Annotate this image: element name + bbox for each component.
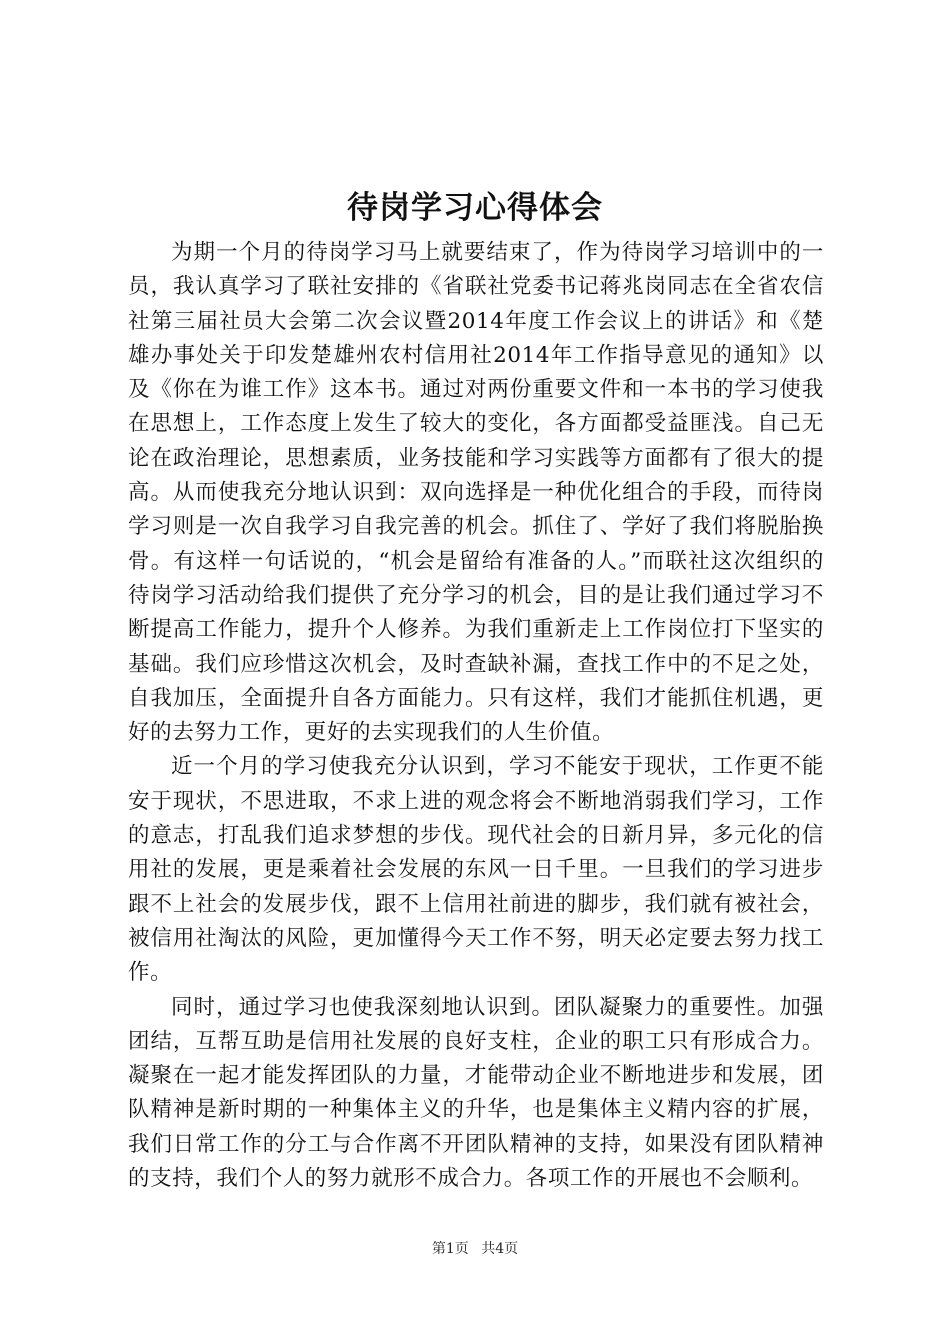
page-footer bbox=[0, 1239, 950, 1259]
paragraph-3: 同时，通过学习也使我深刻地认识到。团队凝聚力的重要性。加强团结，互帮互助是信用社发展的良好支柱，企业的职工只有形成合力。凝聚在一起才能发挥团队的力量，才能带动企业不断地进步和发展，团队精神是新时期的一种集体主义的升华，也是集体主义精内容的扩展，我们日常工作的分工与合作离不开团队精神的支持，如果没有团队精神的支持，我们个人的努力就形不成合力。各项工作的开展也不会顺利。 bbox=[128, 994, 824, 1192]
page-number: 第1页 bbox=[431, 1241, 469, 1257]
document-title: 待岗学习心得体会 bbox=[347, 190, 603, 226]
paragraph-2: 近一个月的学习使我充分认识到，学习不能安于现状，工作更不能安于现状，不思进取，不求上进的观念将会不断地消弱我们学习，工作的意志，打乱我们追求梦想的步伐。现代社会的日新月异，多元化的信用社的发展，更是乘着社会发展的东风一日千里。一旦我们的学习进步跟不上社会的发展步伐，跟不上信用社前进的脚步，我们就有被社会，被信用社淘汰的风险，更加懂得今天工作不努，明天必定要去努力找工作。 bbox=[128, 754, 824, 986]
page-total: 共4页 bbox=[481, 1241, 519, 1257]
document-body bbox=[128, 236, 824, 1196]
paragraph-1: 为期一个月的待岗学习马上就要结束了，作为待岗学习培训中的一员，我认真学习了联社安排的《省联社党委书记蒋兆岗同志在全省农信社第三届社员大会第二次会议暨2014年度工作会议上的讲话》和《楚雄办事处关于印发楚雄州农村信用社2014年工作指导意见的通知》以及《你在为谁工作》这本书。通过对两份重要文件和一本书的学习使我在思想上，工作态度上发生了较大的变化，各方面都受益匪浅。自己无论在政治理论，思想素质，业务技能和学习实践等方面都有了很大的提高。从而使我充分地认识到：双向选择是一种优化组合的手段，而待岗学习则是一次自我学习自我完善的机会。抓住了、学好了我们将脱胎换骨。有这样一句话说的，“机会是留给有准备的人。”而联社这次组织的待岗学习活动给我们提供了充分学习的机会，目的是让我们通过学习不断提高工作能力，提升个人修养。为我们重新走上工作岗位打下坚实的基础。我们应珍惜这次机会，及时查缺补漏，查找工作中的不足之处，自我加压，全面提升自各方面能力。只有这样，我们才能抓住机遇，更好的去努力工作，更好的去实现我们的人生价值。 bbox=[128, 240, 824, 746]
